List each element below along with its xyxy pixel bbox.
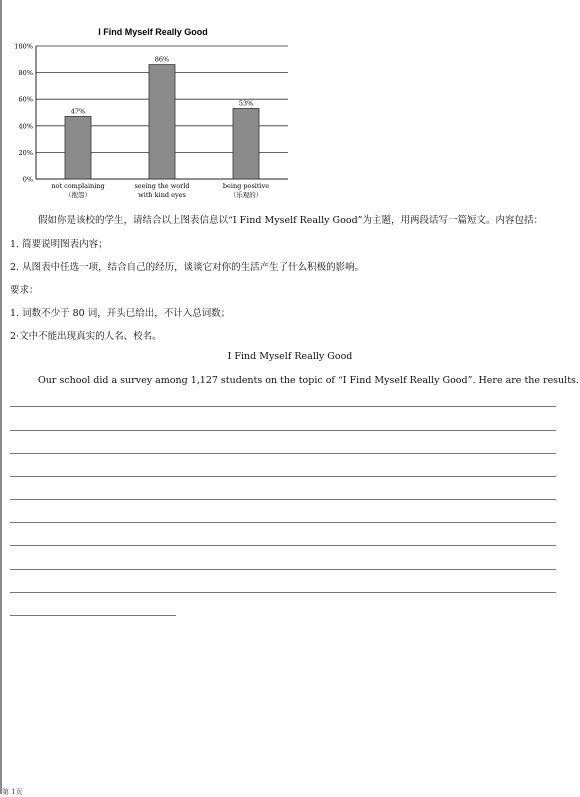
writing-line bbox=[10, 569, 556, 570]
page-number: 第 1页 bbox=[2, 788, 23, 796]
writing-line-short bbox=[10, 615, 176, 616]
writing-line bbox=[10, 476, 556, 477]
writing-line bbox=[10, 592, 556, 593]
y-tick-label: 20% bbox=[18, 148, 33, 157]
y-tick-label: 60% bbox=[18, 95, 33, 104]
requirement-2: 2·文中不能出现真实的人名、校名。 bbox=[10, 331, 162, 342]
bar bbox=[65, 116, 91, 179]
page-left-border bbox=[0, 0, 2, 794]
x-tick-label: （抱怨） bbox=[65, 191, 91, 199]
prompt-item-1: 1. 简要说明图表内容； bbox=[10, 239, 108, 250]
x-tick-label: with kind eyes bbox=[138, 191, 186, 199]
y-tick-label: 80% bbox=[18, 69, 33, 78]
x-tick-label: being positive bbox=[222, 182, 270, 190]
x-tick-label: not complaining bbox=[51, 182, 105, 190]
data-label: 47% bbox=[70, 107, 86, 116]
chart-title: I Find Myself Really Good bbox=[98, 27, 208, 37]
writing-line bbox=[10, 522, 556, 523]
essay-title: I Find Myself Really Good bbox=[227, 351, 353, 362]
writing-line bbox=[10, 453, 556, 454]
data-label: 53% bbox=[238, 99, 254, 108]
x-tick-label: seeing the world bbox=[134, 182, 190, 190]
writing-line bbox=[10, 406, 556, 407]
writing-line bbox=[10, 545, 556, 546]
bar bbox=[233, 109, 259, 179]
y-tick-label: 0% bbox=[22, 175, 33, 184]
data-label: 86% bbox=[154, 55, 170, 64]
bar bbox=[149, 65, 175, 179]
bar-chart bbox=[8, 18, 298, 208]
prompt-intro: 假如你是该校的学生，请结合以上图表信息以“I Find Myself Really Good”为主题，用两段话写一篇短文。内容包括： bbox=[38, 215, 544, 226]
y-tick-label: 40% bbox=[18, 122, 33, 131]
prompt-item-2: 2. 从图表中任选一项，结合自己的经历，谈谈它对你的生活产生了什么积极的影响。 bbox=[10, 262, 365, 273]
requirements-heading: 要求： bbox=[10, 285, 39, 296]
writing-line bbox=[10, 430, 556, 431]
y-tick-label: 100% bbox=[14, 42, 33, 51]
writing-line bbox=[10, 499, 556, 500]
x-tick-label: （乐观的） bbox=[229, 191, 263, 199]
essay-opening: Our school did a survey among 1,127 students on the topic of “I Find Myself Really Good”. Here are the results. bbox=[38, 375, 579, 386]
requirement-1: 1. 词数不少于 80 词，开头已给出，不计入总词数； bbox=[10, 308, 231, 319]
